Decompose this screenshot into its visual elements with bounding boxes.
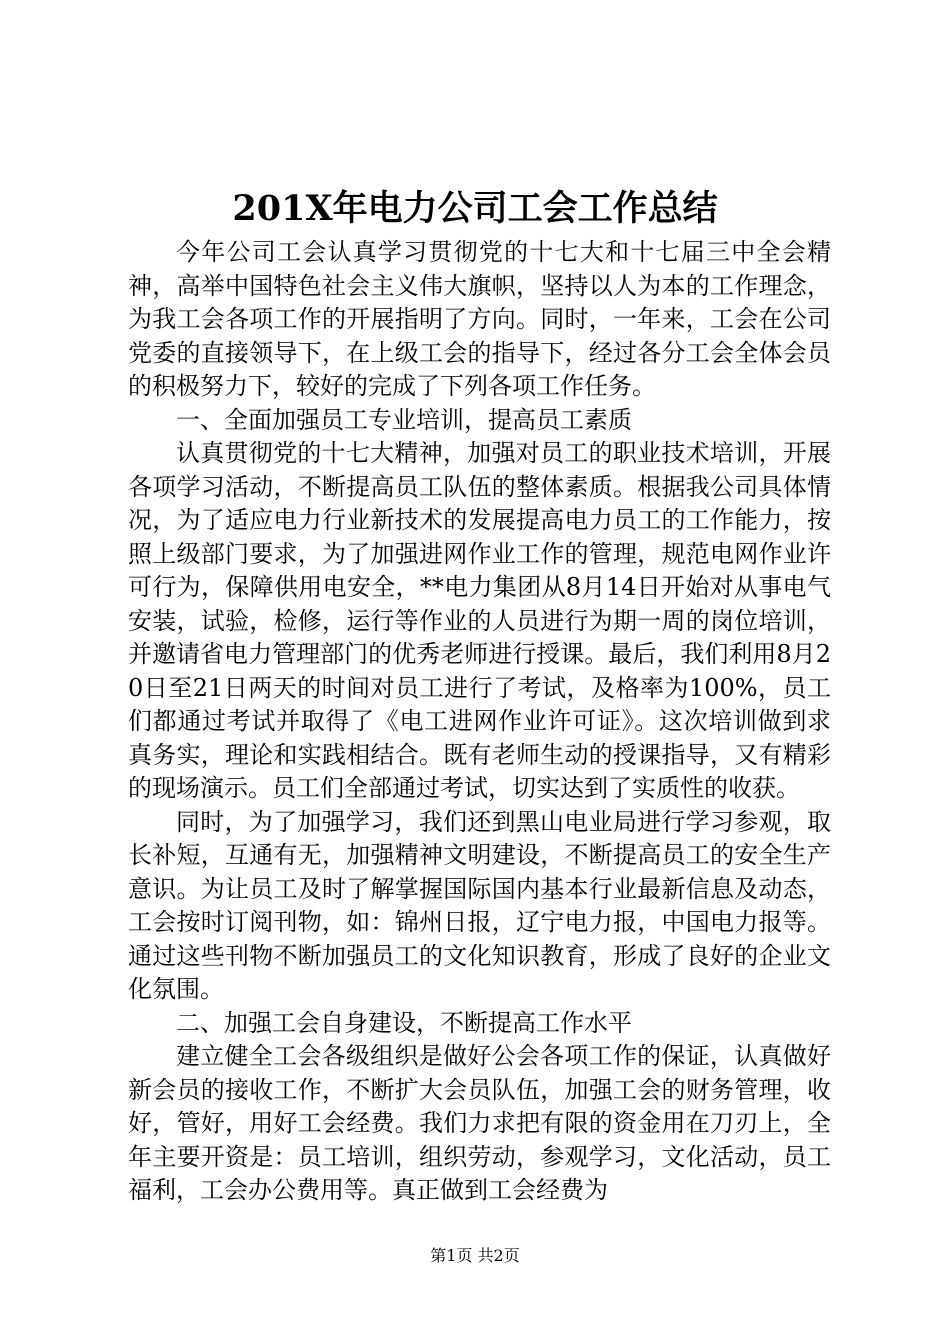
section-heading-2: 二、加强工会自身建设，不断提高工作水平 (176, 1008, 632, 1037)
section-heading-1: 一、全面加强员工专业培训，提高员工素质 (176, 405, 632, 434)
intro-paragraph: 今年公司工会认真学习贯彻党的十七大和十七届三中全会精神，高举中国特色社会主义伟大旗帜，坚持以人为本的工作理念，为我工会各项工作的开展指明了方向。同时，一年来，工会在公司党委的直接领导下，在上级工会的指导下，经过各分工会全体会员的积极努力下，较好的完成了下列各项工作任务。 (128, 238, 831, 400)
document-body (128, 236, 831, 1208)
page-footer: 第1页 共2页 (430, 1246, 520, 1265)
organization-paragraph: 建立健全工会各级组织是做好公会各项工作的保证，认真做好新会员的接收工作，不断扩大会员队伍，加强工会的财务管理，收好，管好，用好工会经费。我们力求把有限的资金用在刀刃上，全年主要开资是：员工培训，组织劳动，参观学习，文化活动，员工福利，工会办公费用等。真正做到工会经费为 (128, 1042, 831, 1204)
document-title: 201X年电力公司工会工作总结 (232, 188, 718, 229)
study-paragraph: 同时，为了加强学习，我们还到黑山电业局进行学习参观，取长补短，互通有无，加强精神文明建设，不断提高员工的安全生产意识。为让员工及时了解掌握国际国内基本行业最新信息及动态，工会按时订阅刊物，如：锦州日报，辽宁电力报，中国电力报等。通过这些刊物不断加强员工的文化知识教育，形成了良好的企业文化氛围。 (128, 807, 831, 1003)
training-paragraph: 认真贯彻党的十七大精神，加强对员工的职业技术培训，开展各项学习活动，不断提高员工队伍的整体素质。根据我公司具体情况，为了适应电力行业新技术的发展提高电力员工的工作能力，按照上级部门要求，为了加强进网作业工作的管理，规范电网作业许可行为，保障供用电安全，**电力集团从8月14日开始对从事电气安装，试验，检修，运行等作业的人员进行为期一周的岗位培训，并邀请省电力管理部门的优秀老师进行授课。最后，我们利用8月20日至21日两天的时间对员工进行了考试，及格率为100%，员工们都通过考试并取得了《电工进网作业许可证》。这次培训做到求真务实，理论和实践相结合。既有老师生动的授课指导，又有精彩的现场演示。员工们全部通过考试，切实达到了实质性的收获。 (128, 439, 831, 802)
